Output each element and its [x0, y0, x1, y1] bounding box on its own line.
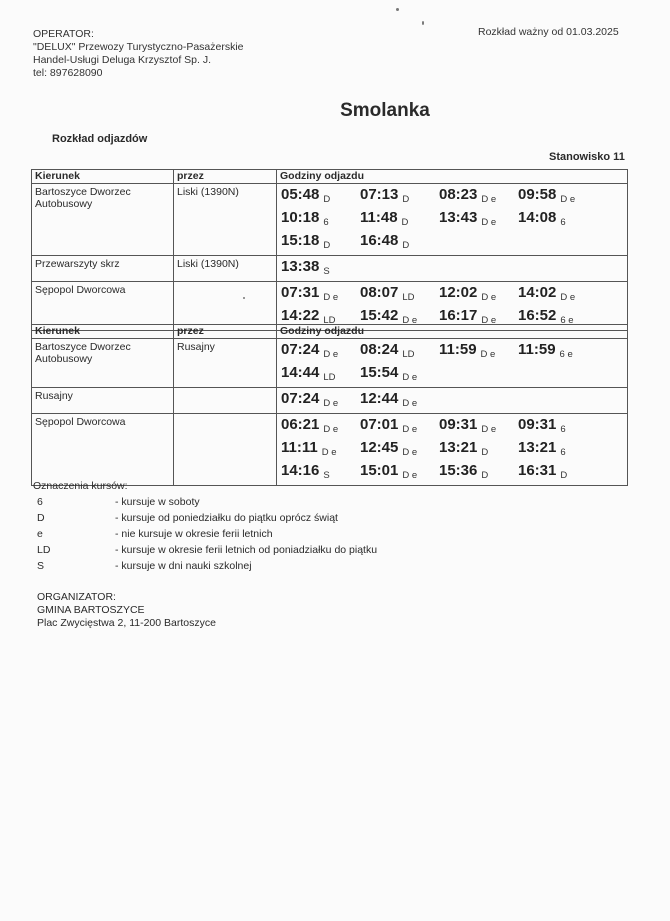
times-cell — [277, 339, 628, 388]
operator-label: OPERATOR: — [33, 28, 94, 40]
legend-code: e — [37, 528, 43, 540]
departure-time: 16:48 — [360, 232, 399, 249]
departure-code: 6 — [560, 424, 566, 435]
departure-code: D — [323, 240, 331, 251]
departure-time: 15:18 — [281, 232, 320, 249]
departure-time: 12:45 — [360, 439, 399, 456]
departure — [518, 416, 597, 434]
departure-code: D — [323, 194, 331, 205]
stop-title: Smolanka — [340, 100, 430, 121]
departure — [439, 284, 518, 302]
departure-line — [281, 258, 627, 281]
departure-time: 07:13 — [360, 186, 399, 203]
organizer-name: GMINA BARTOSZYCE — [37, 604, 145, 616]
organizer-address: Plac Zwycięstwa 2, 11-200 Bartoszyce — [37, 617, 216, 629]
departure-code: 6 — [323, 217, 329, 228]
departure-line — [281, 462, 627, 485]
departure-line — [281, 341, 627, 364]
departure — [518, 186, 597, 204]
departure-time: 15:01 — [360, 462, 399, 479]
departure — [360, 186, 439, 204]
legend-code: S — [37, 560, 45, 572]
departure-code: D e — [560, 194, 576, 205]
timetable-1 — [31, 169, 628, 331]
times-cell — [277, 256, 628, 282]
table-header-row — [32, 325, 628, 339]
direction-cell: Sępopol Dworcowa — [32, 282, 174, 331]
departure-code: D — [402, 240, 410, 251]
departure-time: 12:02 — [439, 284, 478, 301]
departure — [439, 439, 518, 457]
departure-code: D — [560, 470, 568, 481]
legend-code: D — [37, 512, 45, 524]
departure-time: 13:43 — [439, 209, 478, 226]
departure — [518, 284, 597, 302]
departure-time: 08:23 — [439, 186, 478, 203]
header-direction: Kierunek — [32, 170, 174, 184]
departure-time: 14:22 — [281, 307, 320, 324]
departure-time: 15:42 — [360, 307, 399, 324]
departure — [360, 390, 439, 408]
departure-code: D e — [323, 398, 339, 409]
departure-code: 6 — [560, 447, 566, 458]
validity-date: Rozkład ważny od 01.03.2025 — [478, 26, 619, 38]
departure-code: D e — [323, 292, 339, 303]
departure-time: 07:01 — [360, 416, 399, 433]
departure-time: 06:21 — [281, 416, 320, 433]
departure-time: 09:58 — [518, 186, 557, 203]
organizer-block — [37, 591, 216, 630]
departure-time: 14:44 — [281, 364, 320, 381]
operator-phone: tel: 897628090 — [33, 67, 103, 79]
table-row — [32, 414, 628, 486]
table-row — [32, 184, 628, 256]
departure — [281, 209, 360, 227]
departure-code: D e — [481, 194, 497, 205]
departure — [360, 284, 439, 302]
departure — [439, 416, 518, 434]
departure — [439, 462, 518, 480]
departure — [360, 209, 439, 227]
departure-time: 14:16 — [281, 462, 320, 479]
departure-code: D — [402, 194, 410, 205]
via-cell: Liski (1390N) — [174, 184, 277, 256]
table-row — [32, 388, 628, 414]
departure-line — [281, 186, 627, 209]
departure — [360, 232, 439, 250]
times-cell — [277, 388, 628, 414]
header-via: przez — [174, 325, 277, 339]
departure-time: 09:31 — [518, 416, 557, 433]
departure-time: 16:52 — [518, 307, 557, 324]
via-cell — [174, 414, 277, 486]
departure-line — [281, 232, 627, 255]
via-cell: Rusajny — [174, 339, 277, 388]
departure — [518, 307, 597, 325]
departure-time: 07:24 — [281, 390, 320, 407]
scan-speck — [396, 8, 399, 11]
departure-time: 16:17 — [439, 307, 478, 324]
departure-time: 15:54 — [360, 364, 399, 381]
legend-code: 6 — [37, 496, 43, 508]
legend-desc: - kursuje w okresie ferii letnich od poniadziałku do piątku — [115, 544, 378, 556]
departure-time: 08:07 — [360, 284, 399, 301]
departure-time: 13:38 — [281, 258, 320, 275]
departure-code: D e — [402, 470, 418, 481]
departure-code: D e — [321, 447, 337, 458]
departure-code: S — [323, 266, 330, 277]
scan-speck — [422, 21, 424, 25]
departure-time: 13:21 — [518, 439, 557, 456]
direction-cell: Rusajny — [32, 388, 174, 414]
departure-time: 11:48 — [360, 209, 398, 226]
departure-time: 13:21 — [439, 439, 478, 456]
direction-cell: Przewarszyty skrz — [32, 256, 174, 282]
departure — [360, 462, 439, 480]
operator-company: "DELUX" Przewozy Turystyczno-Pasażerskie — [33, 41, 244, 53]
timetable-2 — [31, 324, 628, 486]
departure-time: 11:59 — [518, 341, 556, 358]
legend-desc: - kursuje w dni nauki szkolnej — [115, 560, 252, 572]
scan-speck — [243, 297, 245, 299]
departure-time: 14:02 — [518, 284, 557, 301]
departure — [518, 462, 597, 480]
departure-time: 15:36 — [439, 462, 478, 479]
departure-line — [281, 284, 627, 307]
times-cell — [277, 414, 628, 486]
departure — [281, 462, 360, 480]
departure-time: 10:18 — [281, 209, 320, 226]
departure-code: D — [481, 447, 489, 458]
departure-time: 07:31 — [281, 284, 320, 301]
departure-code: D e — [481, 292, 497, 303]
departure-code: 6 e — [560, 315, 574, 326]
departure-time: 09:31 — [439, 416, 478, 433]
legend-desc: - kursuje w soboty — [115, 496, 200, 508]
departure-line — [281, 439, 627, 462]
departure — [281, 307, 360, 325]
direction-cell: Bartoszyce Dworzec Autobusowy — [32, 184, 174, 256]
departure-code: D e — [402, 447, 418, 458]
departure-code: 6 — [560, 217, 566, 228]
legend-title: Oznaczenia kursów: — [33, 480, 128, 492]
departure-code: D e — [560, 292, 576, 303]
departure-code: S — [323, 470, 330, 481]
departure-time: 07:24 — [281, 341, 320, 358]
departure-line — [281, 416, 627, 439]
departure-line — [281, 390, 627, 413]
departure — [281, 341, 360, 359]
departure — [360, 416, 439, 434]
table-header-row — [32, 170, 628, 184]
legend-desc: - nie kursuje w okresie ferii letnich — [115, 528, 273, 540]
departure — [439, 209, 518, 227]
departure — [281, 258, 360, 276]
departure-code: D e — [481, 217, 497, 228]
departure-code: LD — [402, 349, 415, 360]
departure — [281, 284, 360, 302]
departure — [439, 341, 518, 359]
departure-time: 11:59 — [439, 341, 477, 358]
header-times: Godziny odjazdu — [277, 170, 628, 184]
legend-desc: - kursuje od poniedziałku do piątku oprócz świąt — [115, 512, 338, 524]
direction-cell: Sępopol Dworcowa — [32, 414, 174, 486]
table-row — [32, 256, 628, 282]
departure — [439, 186, 518, 204]
departure-time: 11:11 — [281, 439, 318, 456]
legend-code: LD — [37, 544, 51, 556]
departure-code: D e — [402, 398, 418, 409]
departure — [281, 416, 360, 434]
schedule-subtitle: Rozkład odjazdów — [52, 133, 148, 145]
departure — [281, 232, 360, 250]
departure-code: LD — [323, 315, 336, 326]
departure-line — [281, 364, 627, 387]
departure — [360, 364, 439, 382]
departure-line — [281, 209, 627, 232]
header-direction: Kierunek — [32, 325, 174, 339]
departure-code: 6 e — [559, 349, 573, 360]
departure-time: 16:31 — [518, 462, 557, 479]
organizer-label: ORGANIZATOR: — [37, 591, 116, 603]
times-cell — [277, 184, 628, 256]
departure-code: D e — [402, 372, 418, 383]
departure — [360, 341, 439, 359]
departure-time: 05:48 — [281, 186, 320, 203]
departure — [518, 341, 597, 359]
operator-company-name: Handel-Usługi Deluga Krzysztof Sp. J. — [33, 54, 211, 66]
departure-code: LD — [402, 292, 415, 303]
departure — [281, 364, 360, 382]
via-cell: Liski (1390N) — [174, 256, 277, 282]
departure-code: D e — [481, 315, 497, 326]
header-times: Godziny odjazdu — [277, 325, 628, 339]
departure-time: 08:24 — [360, 341, 399, 358]
departure-code: D e — [402, 315, 418, 326]
departure-code: D — [481, 470, 489, 481]
header-via: przez — [174, 170, 277, 184]
departure-code: D e — [323, 349, 339, 360]
direction-cell: Bartoszyce Dworzec Autobusowy — [32, 339, 174, 388]
departure — [281, 186, 360, 204]
departure — [518, 439, 597, 457]
departure — [281, 390, 360, 408]
departure — [360, 439, 439, 457]
departure — [281, 439, 360, 457]
departure-code: D — [401, 217, 409, 228]
departure — [360, 307, 439, 325]
operator-block — [33, 28, 244, 80]
departure-code: D e — [481, 424, 497, 435]
departure-code: LD — [323, 372, 336, 383]
departure-code: D e — [402, 424, 418, 435]
departure-code: D e — [323, 424, 339, 435]
departure — [439, 307, 518, 325]
departure-code: D e — [480, 349, 496, 360]
table-row — [32, 339, 628, 388]
via-cell — [174, 388, 277, 414]
departure-time: 14:08 — [518, 209, 557, 226]
departure-time: 12:44 — [360, 390, 399, 407]
departure — [518, 209, 597, 227]
stand-number: Stanowisko 11 — [549, 151, 625, 163]
